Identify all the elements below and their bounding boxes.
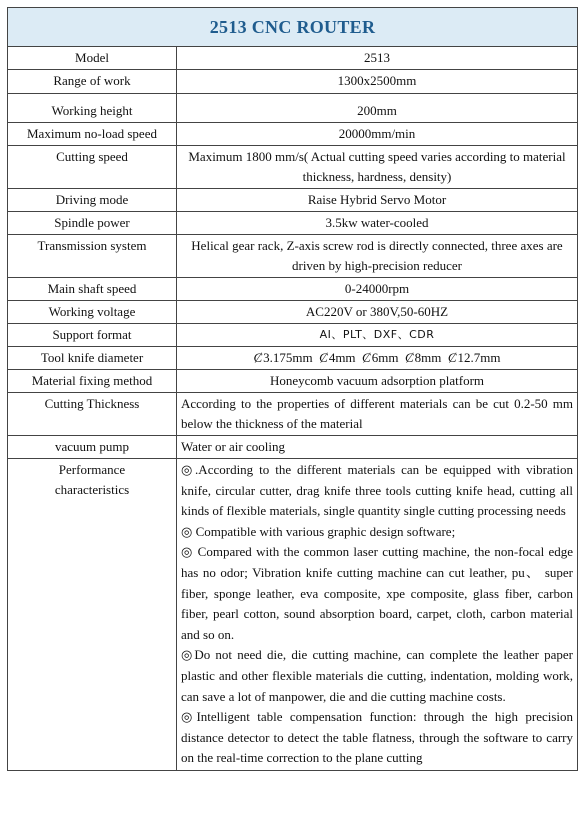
spec-label: Cutting Thickness <box>8 393 177 436</box>
diameter-icon: Ȼ <box>362 350 371 365</box>
spec-label: Spindle power <box>8 212 177 235</box>
diameter-icon: Ȼ <box>447 350 457 365</box>
knife-size: 6mm <box>371 350 399 365</box>
spec-value: 2513 <box>177 47 578 70</box>
spec-label: Model <box>8 47 177 70</box>
spec-value: AC220V or 380V,50-60HZ <box>177 301 578 324</box>
spec-label: Range of work <box>8 70 177 94</box>
knife-size-item <box>448 350 501 365</box>
diameter-icon: Ȼ <box>253 350 263 365</box>
spec-label: Transmission system <box>8 235 177 278</box>
spec-row-performance <box>8 459 578 771</box>
spec-label: Tool knife diameter <box>8 347 177 370</box>
knife-size: 3.175mm <box>263 350 313 365</box>
spec-value: Helical gear rack, Z-axis screw rod is directly connected, three axes are driven by high-precision reducer <box>177 235 578 278</box>
spec-label: Performance characteristics <box>8 459 177 771</box>
spec-label: Cutting speed <box>8 146 177 189</box>
spec-row-support-format <box>8 324 578 347</box>
spec-row-working-height <box>8 94 578 123</box>
spec-row-vacuum-pump <box>8 436 578 459</box>
performance-item: ◎ Compatible with various graphic design software; <box>181 523 456 539</box>
knife-size: 12.7mm <box>457 350 501 365</box>
spec-value: AI、PLT、DXF、CDR <box>177 324 578 347</box>
knife-size-item <box>319 350 355 365</box>
spec-value: 20000mm/min <box>177 123 578 146</box>
spec-value: Honeycomb vacuum adsorption platform <box>177 370 578 393</box>
tool-knife-sizes <box>177 347 578 370</box>
performance-item: ◎ Compared with the common laser cutting machine, the non-focal edge has no odor; Vibration knife cutting machine can cut leather, pu、 super fiber, sponge leather, eva composite, xpe composite, glass fiber, carbon fiber, pearl cotton, sound absorption board, carpet, cloth, carbon material and so on. <box>181 544 574 642</box>
knife-size: 8mm <box>414 350 442 365</box>
spec-value: Maximum 1800 mm/s( Actual cutting speed varies according to material thickness, hardness, density) <box>177 146 578 189</box>
diameter-icon: Ȼ <box>319 350 328 365</box>
title-row <box>8 8 578 47</box>
spec-label: Working voltage <box>8 301 177 324</box>
spec-label: Main shaft speed <box>8 278 177 301</box>
spec-value: 200mm <box>177 94 578 123</box>
spec-label: Maximum no-load speed <box>8 123 177 146</box>
spec-label: Support format <box>8 324 177 347</box>
spec-row-spindle-power <box>8 212 578 235</box>
knife-size-item <box>405 350 441 365</box>
spec-value: 3.5kw water-cooled <box>177 212 578 235</box>
table-title: 2513 CNC ROUTER <box>8 8 578 47</box>
spec-row-transmission <box>8 235 578 278</box>
spec-table <box>7 7 578 771</box>
spec-label: Driving mode <box>8 189 177 212</box>
performance-item: ◎.According to the different materials can be equipped with vibration knife, circular cutter, drag knife three tools cutting knife head, cutting all kinds of flexible materials, single quantity single cutting processing needs <box>181 462 574 519</box>
knife-size-item <box>253 350 312 365</box>
spec-row-range <box>8 70 578 94</box>
performance-item: ◎Do not need die, die cutting machine, can complete the leather paper plastic and other flexible materials die cutting, indentation, molding work, can save a lot of manpower, die and die cutting machine costs. <box>181 647 574 704</box>
spec-row-max-speed <box>8 123 578 146</box>
spec-row-cutting-speed <box>8 146 578 189</box>
performance-item: ◎Intelligent table compensation function: through the high precision distance detector to detect the table flatness, through the software to carry on the real-time correction to the plane cutting <box>181 709 574 766</box>
spec-row-fixing-method <box>8 370 578 393</box>
spec-value: 0-24000rpm <box>177 278 578 301</box>
knife-size-item <box>362 350 398 365</box>
spec-row-model <box>8 47 578 70</box>
spec-row-working-voltage <box>8 301 578 324</box>
spec-row-tool-knife <box>8 347 578 370</box>
spec-value: 1300x2500mm <box>177 70 578 94</box>
spec-value: According to the properties of different materials can be cut 0.2-50 mm below the thickness of the material <box>177 393 578 436</box>
spec-row-main-shaft-speed <box>8 278 578 301</box>
performance-list <box>177 459 578 771</box>
spec-label: vacuum pump <box>8 436 177 459</box>
diameter-icon: Ȼ <box>404 350 414 365</box>
spec-value: Water or air cooling <box>177 436 578 459</box>
spec-row-cutting-thickness <box>8 393 578 436</box>
spec-value: Raise Hybrid Servo Motor <box>177 189 578 212</box>
spec-label: Working height <box>8 94 177 123</box>
spec-label: Material fixing method <box>8 370 177 393</box>
spec-row-driving-mode <box>8 189 578 212</box>
knife-size: 4mm <box>328 350 356 365</box>
